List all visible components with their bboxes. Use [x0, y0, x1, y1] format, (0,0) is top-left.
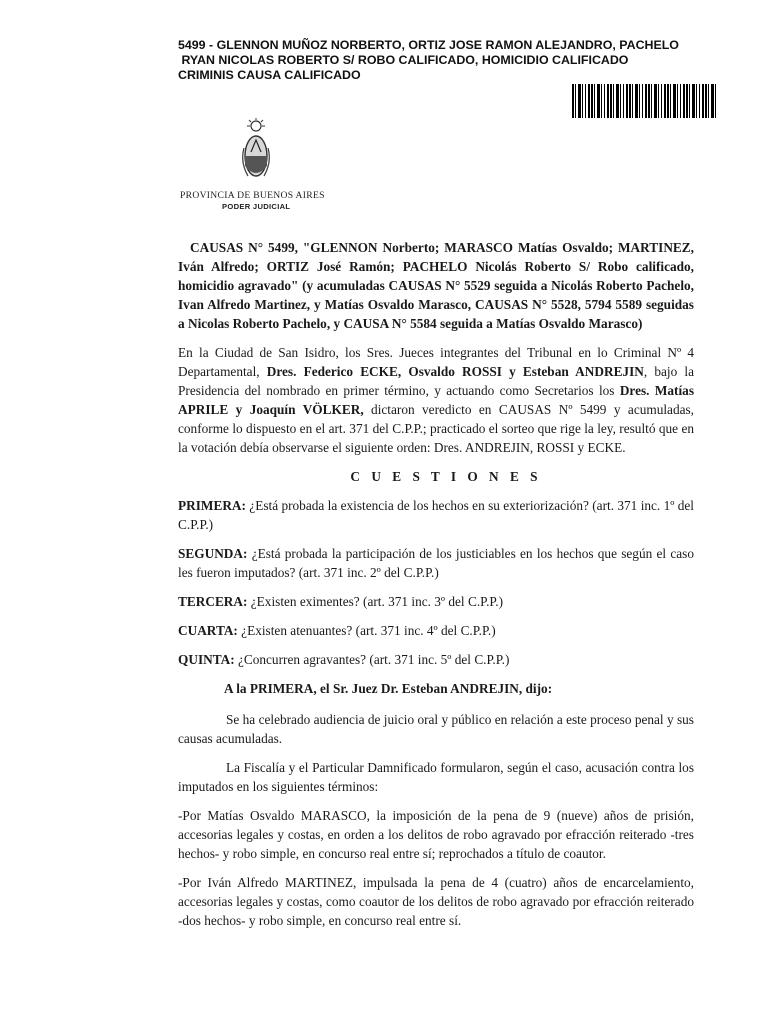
secretaries-names: Dres. Matías APRILE y Joaquín VÖLKER,	[178, 383, 694, 417]
question-label: SEGUNDA:	[178, 546, 248, 561]
coat-of-arms-icon	[242, 118, 270, 186]
document-body	[178, 238, 694, 940]
case-header-line-1: 5499 - GLENNON MUÑOZ NORBERTO, ORTIZ JOSE RAMON ALEJANDRO, PACHELO	[178, 38, 679, 52]
cuestiones-heading: C U E S T I O N E S	[350, 469, 542, 484]
question-segunda	[178, 544, 694, 582]
question-text: ¿Está probada la participación de los justiciables en los hechos que según el caso les fueron imputados? (art. 371 inc. 2º del C.P.P.)	[178, 546, 694, 580]
judges-names: Dres. Federico ECKE, Osvaldo ROSSI y Esteban ANDREJIN	[266, 364, 644, 379]
question-tercera	[178, 592, 694, 611]
case-header	[178, 38, 708, 83]
question-text: ¿Existen atenuantes? (art. 371 inc. 4º del C.P.P.)	[237, 623, 496, 638]
question-label: QUINTA:	[178, 652, 235, 667]
intro-paragraph	[178, 343, 694, 457]
causa-title: CAUSAS N° 5499, "GLENNON Norberto; MARASCO Matías Osvaldo; MARTINEZ, Iván Alfredo; ORTIZ José Ramón; PACHELO Nicolás Roberto S/ Robo calificado, homicidio agravado" (y acumuladas CAUSAS N° 5529 seguida a Nicolás Roberto Pachelo, Ivan Alfredo Martinez, y Matías Osvaldo Marasco, CAUSAS N° 5528, 5794 5589 seguidas a Nicolas Roberto Pachelo, y CAUSA N° 5584 seguida a Matías Osvaldo Marasco)	[178, 240, 694, 331]
question-label: TERCERA:	[178, 594, 248, 609]
province-name: PROVINCIA DE BUENOS AIRES	[180, 190, 325, 201]
question-quinta	[178, 650, 694, 669]
intro-text-1: En la Ciudad de San Isidro, los Sres. Jueces integrantes del Tribunal en lo Criminal Nº 4 Departamental,	[178, 345, 694, 379]
intro-text-3: dictaron veredicto en CAUSAS Nº 5499 y acumuladas, conforme lo dispuesto en el art. 371 del C.P.P.; practicado el sorteo que rige la ley, resultó que en la votación debía observarse el siguiente orden: Dres. ANDREJIN, ROSSI y ECKE.	[178, 402, 695, 455]
paragraph-martinez: -Por Iván Alfredo MARTINEZ, impulsada la pena de 4 (cuatro) años de encarcelamiento, accesorias legales y costas, como coautor de los delitos de robo agravado por efracción reiterado -dos hechos- y robo simple, en concurso real entre sí.	[178, 875, 694, 928]
judge-vote-heading: A la PRIMERA, el Sr. Juez Dr. Esteban ANDREJIN, dijo:	[224, 681, 553, 696]
question-primera	[178, 496, 694, 534]
paragraph-audiencia: Se ha celebrado audiencia de juicio oral y público en relación a este proceso penal y sus causas acumuladas.	[178, 712, 694, 746]
paragraph-marasco: -Por Matías Osvaldo MARASCO, la imposición de la pena de 9 (nueve) años de prisión, accesorias legales y costas, en orden a los delitos de robo agravado por efracción reiterado -tres hechos- y robo simple, en concurso real entre sí; reprochados a título de coautor.	[178, 808, 694, 861]
question-label: CUARTA:	[178, 623, 238, 638]
judicial-branch-name: PODER JUDICIAL	[222, 202, 291, 211]
case-header-line-2: RYAN NICOLAS ROBERTO S/ ROBO CALIFICADO, HOMICIDIO CALIFICADO	[178, 53, 629, 67]
question-label: PRIMERA:	[178, 498, 246, 513]
barcode-image	[572, 84, 718, 118]
question-text: ¿Concurren agravantes? (art. 371 inc. 5º del C.P.P.)	[234, 652, 510, 667]
case-header-line-3: CRIMINIS CAUSA CALIFICADO	[178, 68, 361, 82]
question-text: ¿Está probada la existencia de los hechos en su exteriorización? (art. 371 inc. 1º del C.P.P.)	[178, 498, 694, 532]
paragraph-acusacion: La Fiscalía y el Particular Damnificado formularon, según el caso, acusación contra los imputados en los siguientes términos:	[178, 760, 694, 794]
question-cuarta	[178, 621, 694, 640]
provincia-logo	[180, 118, 330, 224]
question-text: ¿Existen eximentes? (art. 371 inc. 3º del C.P.P.)	[247, 594, 504, 609]
intro-text-2: , bajo la Presidencia del nombrado en primer término, y actuando como Secretarios los	[178, 364, 694, 398]
